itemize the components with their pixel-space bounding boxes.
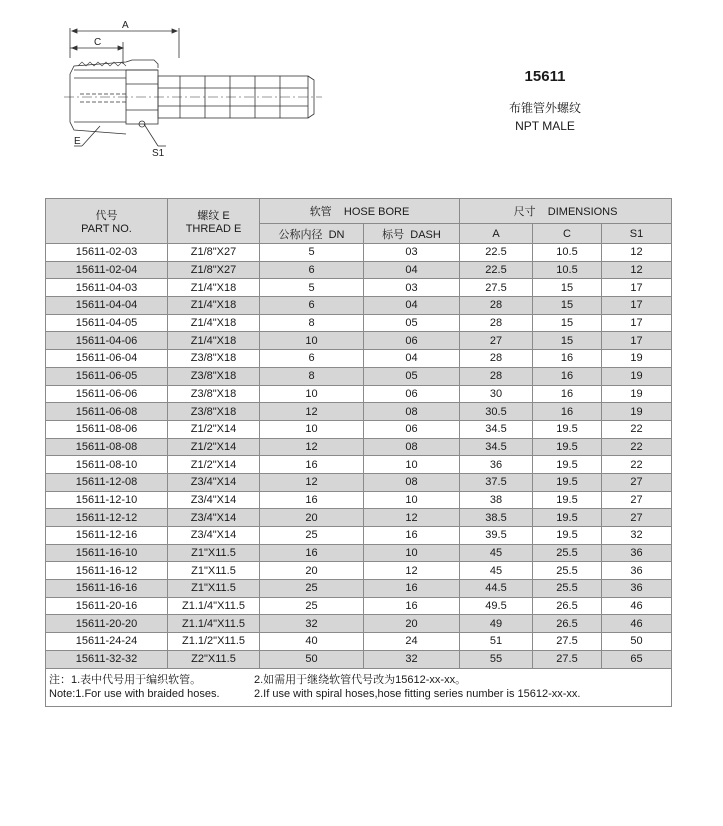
part-no-cell: 15611-08-10 bbox=[46, 456, 168, 474]
dn-cell: 25 bbox=[260, 597, 364, 615]
dim-a-cell: 34.5 bbox=[460, 438, 533, 456]
dash-cell: 20 bbox=[364, 615, 460, 633]
dash-cell: 10 bbox=[364, 544, 460, 562]
dim-s1-cell: 22 bbox=[602, 456, 672, 474]
dim-a-cell: 51 bbox=[460, 633, 533, 651]
dn-cell: 16 bbox=[260, 456, 364, 474]
dim-c-cell: 15 bbox=[533, 297, 602, 315]
note-line-en bbox=[49, 687, 668, 701]
dim-a-cell: 22.5 bbox=[460, 261, 533, 279]
part-no-cell: 15611-06-04 bbox=[46, 350, 168, 368]
dn-cell: 25 bbox=[260, 580, 364, 598]
dn-cell: 10 bbox=[260, 385, 364, 403]
table-row bbox=[46, 527, 672, 545]
dash-cell: 08 bbox=[364, 473, 460, 491]
product-subtitle-en: NPT MALE bbox=[515, 119, 575, 133]
dim-a-cell: 28 bbox=[460, 350, 533, 368]
dim-s1-cell: 27 bbox=[602, 491, 672, 509]
dim-c-cell: 16 bbox=[533, 403, 602, 421]
dim-a-cell: 27.5 bbox=[460, 279, 533, 297]
part-no-cell: 15611-12-16 bbox=[46, 527, 168, 545]
dim-a-cell: 30.5 bbox=[460, 403, 533, 421]
note-en-1: Note:1.For use with braided hoses. bbox=[49, 687, 220, 700]
table-row bbox=[46, 297, 672, 315]
table-row bbox=[46, 597, 672, 615]
dim-c-cell: 25.5 bbox=[533, 580, 602, 598]
dim-a-cell: 44.5 bbox=[460, 580, 533, 598]
dash-cell: 16 bbox=[364, 597, 460, 615]
dash-cell: 10 bbox=[364, 491, 460, 509]
dim-s1-cell: 17 bbox=[602, 279, 672, 297]
dim-a-cell: 45 bbox=[460, 562, 533, 580]
table-row bbox=[46, 562, 672, 580]
dim-s1-cell: 65 bbox=[602, 650, 672, 668]
part-no-cell: 15611-20-20 bbox=[46, 615, 168, 633]
part-no-cell: 15611-04-03 bbox=[46, 279, 168, 297]
dash-cell: 12 bbox=[364, 562, 460, 580]
dn-cell: 6 bbox=[260, 261, 364, 279]
dash-cell: 03 bbox=[364, 244, 460, 262]
part-no-cell: 15611-12-08 bbox=[46, 473, 168, 491]
dim-a-cell: 28 bbox=[460, 314, 533, 332]
product-header bbox=[470, 68, 620, 133]
dim-c-cell: 25.5 bbox=[533, 562, 602, 580]
table-row bbox=[46, 650, 672, 668]
thread-cell: Z1"X11.5 bbox=[168, 562, 260, 580]
thread-header bbox=[168, 199, 260, 244]
dash-cell: 06 bbox=[364, 332, 460, 350]
part-no-cell: 15611-12-12 bbox=[46, 509, 168, 527]
dash-cell: 05 bbox=[364, 314, 460, 332]
thread-header-cn: 螺纹 E bbox=[197, 210, 230, 222]
dash-cell: 06 bbox=[364, 385, 460, 403]
dim-a-cell: 49.5 bbox=[460, 597, 533, 615]
dim-c-cell: 10.5 bbox=[533, 261, 602, 279]
part-no-cell: 15611-04-04 bbox=[46, 297, 168, 315]
dim-c-cell: 19.5 bbox=[533, 509, 602, 527]
dim-c-cell: 26.5 bbox=[533, 597, 602, 615]
dim-c-cell: 15 bbox=[533, 314, 602, 332]
dash-cell: 03 bbox=[364, 279, 460, 297]
dn-cell: 10 bbox=[260, 332, 364, 350]
part-no-cell: 15611-04-05 bbox=[46, 314, 168, 332]
thread-cell: Z2"X11.5 bbox=[168, 650, 260, 668]
dash-cell: 06 bbox=[364, 420, 460, 438]
table-row bbox=[46, 279, 672, 297]
table-row bbox=[46, 473, 672, 491]
dim-a-cell: 28 bbox=[460, 297, 533, 315]
dash-cell: 05 bbox=[364, 367, 460, 385]
dimensions-header: 尺寸 DIMENSIONS bbox=[460, 199, 672, 224]
dn-cell: 12 bbox=[260, 438, 364, 456]
table-row bbox=[46, 633, 672, 651]
dn-cell: 40 bbox=[260, 633, 364, 651]
table-row bbox=[46, 580, 672, 598]
dim-a-cell: 36 bbox=[460, 456, 533, 474]
part-no-cell: 15611-04-06 bbox=[46, 332, 168, 350]
table-row bbox=[46, 332, 672, 350]
dim-s1-cell: 19 bbox=[602, 385, 672, 403]
part-no-cell: 15611-12-10 bbox=[46, 491, 168, 509]
note-cn-2: 2.如需用于继绕软管代号改为15612-xx-xx。 bbox=[254, 673, 467, 686]
dim-a-cell: 49 bbox=[460, 615, 533, 633]
note-cn-1: 注：1.表中代号用于编织软管。 bbox=[49, 673, 202, 686]
dn-cell: 6 bbox=[260, 297, 364, 315]
dim-c-cell: 19.5 bbox=[533, 527, 602, 545]
dn-cell: 25 bbox=[260, 527, 364, 545]
dn-cell: 8 bbox=[260, 367, 364, 385]
dim-c-cell: 19.5 bbox=[533, 473, 602, 491]
part-no-header-en: PART NO. bbox=[81, 223, 132, 235]
dash-cell: 16 bbox=[364, 527, 460, 545]
table-row bbox=[46, 261, 672, 279]
dash-cell: 08 bbox=[364, 403, 460, 421]
dim-c-cell: 19.5 bbox=[533, 456, 602, 474]
thread-cell: Z1/4"X18 bbox=[168, 332, 260, 350]
dn-cell: 20 bbox=[260, 562, 364, 580]
dim-s1-cell: 12 bbox=[602, 244, 672, 262]
dim-a-cell: 22.5 bbox=[460, 244, 533, 262]
thread-cell: Z1"X11.5 bbox=[168, 580, 260, 598]
dim-s1-cell: 50 bbox=[602, 633, 672, 651]
table-row bbox=[46, 385, 672, 403]
note-line-cn bbox=[49, 673, 668, 687]
dim-a-cell: 38.5 bbox=[460, 509, 533, 527]
dim-c-header: C bbox=[533, 224, 602, 244]
dn-cell: 5 bbox=[260, 244, 364, 262]
dim-s1-cell: 19 bbox=[602, 350, 672, 368]
dim-c-cell: 10.5 bbox=[533, 244, 602, 262]
dim-c-cell: 19.5 bbox=[533, 420, 602, 438]
table-row bbox=[46, 438, 672, 456]
dim-s1-cell: 12 bbox=[602, 261, 672, 279]
dim-s1-cell: 36 bbox=[602, 562, 672, 580]
thread-cell: Z1.1/4"X11.5 bbox=[168, 597, 260, 615]
table-row bbox=[46, 350, 672, 368]
thread-cell: Z1/8"X27 bbox=[168, 244, 260, 262]
thread-cell: Z1/2"X14 bbox=[168, 438, 260, 456]
dn-header: 公称内径 DN bbox=[260, 224, 364, 244]
table-row bbox=[46, 544, 672, 562]
part-no-cell: 15611-08-08 bbox=[46, 438, 168, 456]
dim-c-cell: 16 bbox=[533, 385, 602, 403]
dash-cell: 08 bbox=[364, 438, 460, 456]
part-no-cell: 15611-08-06 bbox=[46, 420, 168, 438]
dim-c-cell: 15 bbox=[533, 279, 602, 297]
dim-a-cell: 28 bbox=[460, 367, 533, 385]
dn-cell: 6 bbox=[260, 350, 364, 368]
note-en-2: 2.If use with spiral hoses,hose fitting series number is 15612-xx-xx. bbox=[254, 687, 581, 700]
product-code: 15611 bbox=[524, 68, 566, 85]
thread-cell: Z1"X11.5 bbox=[168, 544, 260, 562]
dim-c-cell: 27.5 bbox=[533, 650, 602, 668]
thread-cell: Z3/4"X14 bbox=[168, 491, 260, 509]
dim-s1-cell: 17 bbox=[602, 314, 672, 332]
dim-a-cell: 45 bbox=[460, 544, 533, 562]
dash-cell: 04 bbox=[364, 350, 460, 368]
thread-cell: Z1/4"X18 bbox=[168, 297, 260, 315]
dn-cell: 50 bbox=[260, 650, 364, 668]
dim-a-header: A bbox=[460, 224, 533, 244]
table-row bbox=[46, 491, 672, 509]
thread-cell: Z3/8"X18 bbox=[168, 367, 260, 385]
product-subtitle-cn: 布锥管外螺纹 bbox=[508, 101, 581, 115]
dash-cell: 04 bbox=[364, 261, 460, 279]
dn-cell: 16 bbox=[260, 544, 364, 562]
table-row bbox=[46, 456, 672, 474]
dash-cell: 24 bbox=[364, 633, 460, 651]
dash-header: 标号 DASH bbox=[364, 224, 460, 244]
dim-a-cell: 38 bbox=[460, 491, 533, 509]
thread-cell: Z3/8"X18 bbox=[168, 350, 260, 368]
part-no-cell: 15611-16-16 bbox=[46, 580, 168, 598]
thread-cell: Z3/4"X14 bbox=[168, 509, 260, 527]
spec-table bbox=[45, 198, 672, 707]
dim-c-cell: 27.5 bbox=[533, 633, 602, 651]
spec-table-body bbox=[46, 244, 672, 669]
dash-cell: 04 bbox=[364, 297, 460, 315]
dim-a-cell: 30 bbox=[460, 385, 533, 403]
dim-s1-cell: 27 bbox=[602, 509, 672, 527]
dim-e-label: E bbox=[74, 136, 81, 147]
table-row bbox=[46, 509, 672, 527]
thread-cell: Z1/2"X14 bbox=[168, 456, 260, 474]
thread-cell: Z1/2"X14 bbox=[168, 420, 260, 438]
thread-cell: Z3/8"X18 bbox=[168, 385, 260, 403]
dash-cell: 32 bbox=[364, 650, 460, 668]
thread-cell: Z1.1/2"X11.5 bbox=[168, 633, 260, 651]
table-row bbox=[46, 244, 672, 262]
dim-s1-cell: 22 bbox=[602, 438, 672, 456]
dim-c-label: C bbox=[94, 37, 102, 48]
dim-c-cell: 15 bbox=[533, 332, 602, 350]
dn-cell: 16 bbox=[260, 491, 364, 509]
part-no-cell: 15611-02-03 bbox=[46, 244, 168, 262]
dim-c-cell: 19.5 bbox=[533, 491, 602, 509]
part-no-cell: 15611-24-24 bbox=[46, 633, 168, 651]
dim-s1-cell: 36 bbox=[602, 544, 672, 562]
part-no-cell: 15611-06-06 bbox=[46, 385, 168, 403]
fitting-technical-drawing bbox=[40, 18, 330, 168]
dim-s1-cell: 27 bbox=[602, 473, 672, 491]
dim-a-cell: 37.5 bbox=[460, 473, 533, 491]
dn-cell: 20 bbox=[260, 509, 364, 527]
notes-cell bbox=[46, 668, 672, 706]
hose-bore-header: 软管 HOSE BORE bbox=[260, 199, 460, 224]
dn-cell: 12 bbox=[260, 473, 364, 491]
thread-cell: Z1/8"X27 bbox=[168, 261, 260, 279]
part-no-cell: 15611-02-04 bbox=[46, 261, 168, 279]
part-no-cell: 15611-06-08 bbox=[46, 403, 168, 421]
notes-row bbox=[46, 668, 672, 706]
dim-c-cell: 19.5 bbox=[533, 438, 602, 456]
dash-cell: 12 bbox=[364, 509, 460, 527]
thread-cell: Z3/8"X18 bbox=[168, 403, 260, 421]
dim-s1-cell: 17 bbox=[602, 297, 672, 315]
dim-a-cell: 34.5 bbox=[460, 420, 533, 438]
dim-s1-cell: 36 bbox=[602, 580, 672, 598]
table-row bbox=[46, 314, 672, 332]
thread-cell: Z3/4"X14 bbox=[168, 527, 260, 545]
dim-c-cell: 16 bbox=[533, 350, 602, 368]
part-no-cell: 15611-16-12 bbox=[46, 562, 168, 580]
part-no-header-cn: 代号 bbox=[95, 210, 118, 222]
thread-header-en: THREAD E bbox=[185, 223, 242, 235]
part-no-cell: 15611-16-10 bbox=[46, 544, 168, 562]
dim-s1-cell: 22 bbox=[602, 420, 672, 438]
dn-cell: 32 bbox=[260, 615, 364, 633]
dn-cell: 8 bbox=[260, 314, 364, 332]
dash-cell: 16 bbox=[364, 580, 460, 598]
dim-s1-cell: 17 bbox=[602, 332, 672, 350]
dn-cell: 5 bbox=[260, 279, 364, 297]
thread-cell: Z1/4"X18 bbox=[168, 279, 260, 297]
part-no-cell: 15611-20-16 bbox=[46, 597, 168, 615]
thread-cell: Z1/4"X18 bbox=[168, 314, 260, 332]
dim-s1-cell: 46 bbox=[602, 615, 672, 633]
dim-a-cell: 39.5 bbox=[460, 527, 533, 545]
dim-s1-cell: 19 bbox=[602, 367, 672, 385]
thread-cell: Z1.1/4"X11.5 bbox=[168, 615, 260, 633]
part-no-header bbox=[46, 199, 168, 244]
dn-cell: 10 bbox=[260, 420, 364, 438]
dim-s1-cell: 32 bbox=[602, 527, 672, 545]
part-no-cell: 15611-32-32 bbox=[46, 650, 168, 668]
dim-c-cell: 26.5 bbox=[533, 615, 602, 633]
dim-s1-label: S1 bbox=[152, 148, 165, 159]
table-row bbox=[46, 367, 672, 385]
dim-c-cell: 16 bbox=[533, 367, 602, 385]
thread-cell: Z3/4"X14 bbox=[168, 473, 260, 491]
dim-c-cell: 25.5 bbox=[533, 544, 602, 562]
table-row bbox=[46, 403, 672, 421]
dim-a-cell: 55 bbox=[460, 650, 533, 668]
dim-s1-header: S1 bbox=[602, 224, 672, 244]
dim-s1-cell: 19 bbox=[602, 403, 672, 421]
dn-cell: 12 bbox=[260, 403, 364, 421]
dim-s1-cell: 46 bbox=[602, 597, 672, 615]
table-row bbox=[46, 420, 672, 438]
dash-cell: 10 bbox=[364, 456, 460, 474]
dim-a-label: A bbox=[122, 20, 129, 31]
part-no-cell: 15611-06-05 bbox=[46, 367, 168, 385]
dim-a-cell: 27 bbox=[460, 332, 533, 350]
table-row bbox=[46, 615, 672, 633]
